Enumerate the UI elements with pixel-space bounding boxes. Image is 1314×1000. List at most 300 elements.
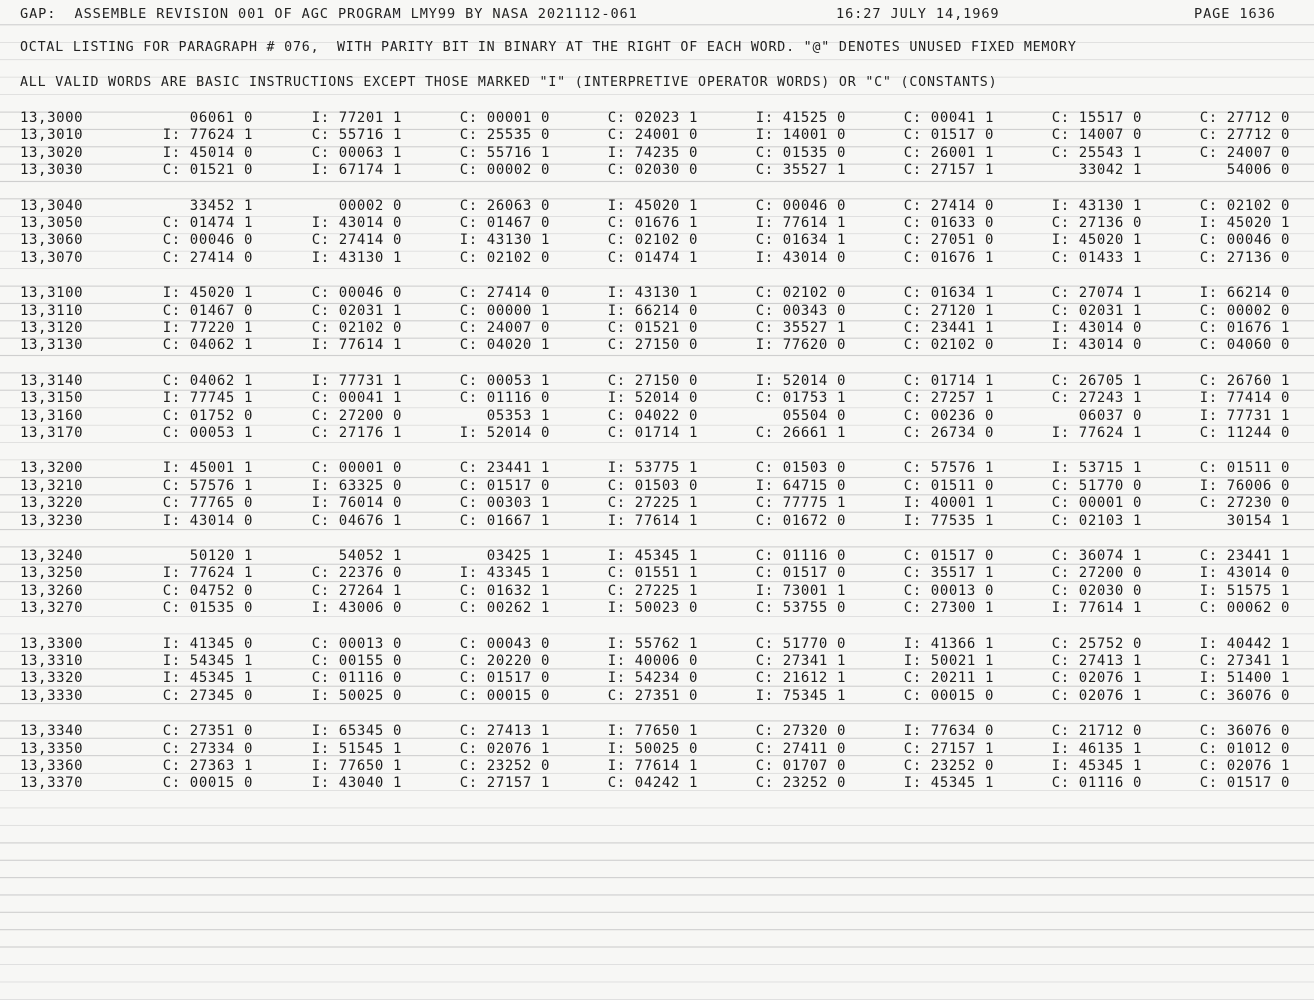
memory-word: C: 11244 0 (1199, 425, 1290, 441)
memory-word: C: 00041 1 (903, 110, 994, 126)
memory-word: C: 04060 0 (1199, 337, 1290, 354)
memory-word: C: 23252 0 (459, 758, 550, 774)
memory-word: C: 01511 0 (1199, 460, 1290, 477)
memory-word: C: 27225 1 (607, 495, 698, 512)
memory-word: C: 01116 0 (1051, 775, 1142, 792)
listing-row (0, 775, 1314, 792)
memory-word: I: 77220 1 (162, 320, 253, 336)
memory-word: I: 77650 1 (311, 758, 402, 774)
memory-word: C: 01535 0 (755, 144, 846, 161)
listing-row (0, 145, 1314, 162)
memory-word: C: 27345 0 (162, 687, 253, 704)
memory-word: C: 00046 0 (311, 285, 402, 302)
listing-row (0, 127, 1314, 144)
row-address: 13,3110 (20, 302, 84, 319)
memory-word: I: 77614 1 (607, 512, 698, 529)
memory-word: I: 77634 0 (903, 723, 994, 740)
header-program-line: GAP: ASSEMBLE REVISION 001 OF AGC PROGRAM LMY99 BY NASA 2021112-061 (20, 6, 638, 22)
memory-word: C: 01012 0 (1199, 740, 1290, 757)
memory-word: C: 01116 0 (755, 548, 846, 564)
listing-row (0, 758, 1314, 775)
memory-word: C: 27264 1 (311, 582, 402, 599)
memory-word: C: 36074 1 (1051, 548, 1142, 564)
memory-word: C: 00015 0 (459, 687, 550, 704)
memory-word: C: 27230 0 (1199, 495, 1290, 512)
memory-word: C: 35517 1 (903, 565, 994, 582)
memory-word: I: 45020 1 (1199, 215, 1290, 231)
memory-word: C: 77765 0 (162, 495, 253, 512)
memory-word: I: 55762 1 (607, 635, 698, 652)
memory-word: I: 77614 1 (311, 337, 402, 354)
memory-word: I: 54345 1 (162, 653, 253, 669)
memory-word: C: 02103 1 (1051, 512, 1142, 529)
memory-word: I: 63325 0 (311, 477, 402, 494)
memory-word: I: 76014 0 (311, 495, 402, 512)
memory-word: I: 43006 0 (311, 600, 402, 617)
listing-row (0, 723, 1314, 740)
memory-word: C: 01517 0 (459, 670, 550, 687)
row-address: 13,3220 (20, 495, 84, 512)
memory-word: I: 40442 1 (1199, 635, 1290, 652)
memory-word: C: 01672 0 (755, 512, 846, 529)
memory-word: C: 00002 0 (459, 162, 550, 179)
listing-row (0, 600, 1314, 617)
memory-word: C: 00262 1 (459, 600, 550, 617)
memory-word: C: 00343 0 (755, 302, 846, 319)
memory-word: I: 51545 1 (311, 740, 402, 757)
header-page-number: PAGE 1636 (1194, 6, 1276, 22)
memory-word: C: 02030 0 (607, 162, 698, 179)
memory-word: C: 01551 1 (607, 565, 698, 582)
memory-word: I: 45014 0 (162, 144, 253, 161)
memory-word: C: 24001 0 (607, 127, 698, 144)
row-address: 13,3120 (20, 320, 84, 336)
memory-word: I: 45001 1 (162, 460, 253, 477)
memory-word: C: 02031 1 (311, 302, 402, 319)
memory-word: C: 02102 0 (1199, 197, 1290, 214)
memory-word: I: 77624 1 (1051, 425, 1142, 441)
memory-word: C: 20220 0 (459, 653, 550, 669)
memory-word: C: 01503 0 (755, 460, 846, 477)
memory-word: I: 54234 0 (607, 670, 698, 687)
memory-word: C: 27200 0 (1051, 565, 1142, 582)
row-address: 13,3210 (20, 477, 84, 494)
listing-row (0, 110, 1314, 127)
row-address: 13,3340 (20, 723, 84, 740)
memory-word: C: 24007 0 (459, 320, 550, 336)
memory-word: C: 26001 1 (903, 144, 994, 161)
listing-row (0, 495, 1314, 512)
memory-word: C: 23252 0 (755, 775, 846, 792)
memory-word: C: 00001 0 (1051, 495, 1142, 512)
memory-word: C: 27300 1 (903, 600, 994, 617)
memory-word: C: 01467 0 (459, 215, 550, 231)
memory-word: C: 01535 0 (162, 600, 253, 617)
memory-word: C: 01517 0 (903, 548, 994, 564)
row-address: 13,3360 (20, 758, 84, 774)
memory-word: C: 27712 0 (1199, 127, 1290, 144)
memory-word: C: 01116 0 (311, 670, 402, 687)
memory-word: C: 00046 0 (1199, 232, 1290, 249)
memory-word: C: 01116 0 (459, 390, 550, 407)
memory-word: C: 00000 1 (459, 302, 550, 319)
memory-word: C: 27341 1 (755, 653, 846, 669)
memory-word: C: 00013 0 (903, 582, 994, 599)
memory-word: C: 02102 0 (459, 249, 550, 266)
memory-word: I: 51575 1 (1199, 582, 1290, 599)
memory-word: I: 43345 1 (459, 565, 550, 582)
memory-word: 03425 1 (486, 548, 550, 564)
memory-word: C: 22376 0 (311, 565, 402, 582)
memory-word: C: 27150 0 (607, 372, 698, 389)
memory-word: C: 01517 0 (755, 565, 846, 582)
memory-word: C: 04242 1 (607, 775, 698, 792)
row-address: 13,3060 (20, 232, 84, 249)
memory-word: C: 04752 0 (162, 582, 253, 599)
memory-word: I: 64715 0 (755, 477, 846, 494)
memory-word: I: 45345 1 (162, 670, 253, 687)
row-address: 13,3300 (20, 635, 84, 652)
memory-word: 54052 1 (338, 548, 402, 564)
row-address: 13,3320 (20, 670, 84, 687)
memory-word: I: 43130 1 (311, 249, 402, 266)
memory-word: C: 04062 1 (162, 337, 253, 354)
memory-word: C: 27414 0 (459, 285, 550, 302)
memory-word: I: 53775 1 (607, 460, 698, 477)
memory-word: C: 00303 1 (459, 495, 550, 512)
listing-row (0, 232, 1314, 249)
memory-word: I: 43040 1 (311, 775, 402, 792)
memory-word: C: 27712 0 (1199, 110, 1290, 126)
memory-word: I: 67174 1 (311, 162, 402, 179)
listing-row (0, 390, 1314, 407)
row-address: 13,3070 (20, 249, 84, 266)
memory-word: I: 41525 0 (755, 110, 846, 126)
memory-word: 00002 0 (338, 197, 402, 214)
memory-word: C: 20211 1 (903, 670, 994, 687)
memory-word: C: 26760 1 (1199, 372, 1290, 389)
row-address: 13,3240 (20, 548, 84, 564)
header-word-legend: ALL VALID WORDS ARE BASIC INSTRUCTIONS EXCEPT THOSE MARKED "I" (INTERPRETIVE OPERATOR WORDS) OR "C" (CONSTANTS) (20, 75, 998, 90)
memory-word: C: 02076 1 (1051, 687, 1142, 704)
memory-word: C: 26705 1 (1051, 372, 1142, 389)
memory-word: C: 02076 1 (1051, 670, 1142, 687)
memory-word: I: 43130 1 (1051, 197, 1142, 214)
listing-row (0, 285, 1314, 302)
row-address: 13,3040 (20, 197, 84, 214)
row-address: 13,3310 (20, 653, 84, 669)
memory-word: I: 43014 0 (162, 512, 253, 529)
memory-word: C: 02102 0 (311, 320, 402, 336)
memory-word: C: 57576 1 (903, 460, 994, 477)
listing-row (0, 215, 1314, 232)
memory-word: I: 43014 0 (1051, 320, 1142, 336)
memory-word: C: 27413 1 (1051, 653, 1142, 669)
memory-word: C: 27363 1 (162, 758, 253, 774)
memory-word: C: 04020 1 (459, 337, 550, 354)
memory-word: C: 24007 0 (1199, 144, 1290, 161)
memory-word: C: 27413 1 (459, 723, 550, 740)
memory-word: C: 01676 1 (903, 249, 994, 266)
memory-word: I: 50025 0 (311, 687, 402, 704)
memory-word: I: 77731 1 (311, 372, 402, 389)
memory-word: C: 27150 0 (607, 337, 698, 354)
memory-word: C: 27411 0 (755, 740, 846, 757)
memory-word: C: 27243 1 (1051, 390, 1142, 407)
memory-word: C: 01634 1 (903, 285, 994, 302)
memory-word: I: 77624 1 (162, 127, 253, 144)
row-address: 13,3030 (20, 162, 84, 179)
memory-word: C: 25535 0 (459, 127, 550, 144)
memory-word: C: 00041 1 (311, 390, 402, 407)
memory-word: 05504 0 (782, 407, 846, 424)
memory-word: I: 77614 1 (1051, 600, 1142, 617)
memory-word: I: 66214 0 (1199, 285, 1290, 302)
memory-word: 54006 0 (1226, 162, 1290, 179)
memory-word: I: 77201 1 (311, 110, 402, 126)
row-address: 13,3020 (20, 144, 84, 161)
memory-word: C: 00001 0 (311, 460, 402, 477)
memory-word: I: 66214 0 (607, 302, 698, 319)
memory-word: I: 50025 0 (607, 740, 698, 757)
memory-word: C: 27225 1 (607, 582, 698, 599)
listing-row (0, 337, 1314, 354)
memory-word: C: 02076 1 (1199, 758, 1290, 774)
listing-row (0, 303, 1314, 320)
memory-word: C: 02030 0 (1051, 582, 1142, 599)
memory-word: C: 04022 0 (607, 407, 698, 424)
row-address: 13,3230 (20, 512, 84, 529)
listing-row (0, 408, 1314, 425)
memory-word: I: 51400 1 (1199, 670, 1290, 687)
memory-word: C: 00013 0 (311, 635, 402, 652)
memory-word: C: 01503 0 (607, 477, 698, 494)
memory-word: C: 55716 1 (459, 144, 550, 161)
memory-word: C: 00236 0 (903, 407, 994, 424)
memory-word: C: 23441 1 (903, 320, 994, 336)
memory-word: C: 02076 1 (459, 740, 550, 757)
memory-word: C: 01474 1 (162, 215, 253, 231)
memory-word: C: 01474 1 (607, 249, 698, 266)
memory-word: C: 51770 0 (755, 635, 846, 652)
memory-word: C: 27351 0 (162, 723, 253, 740)
memory-word: C: 01467 0 (162, 302, 253, 319)
listing-row (0, 162, 1314, 179)
memory-word: C: 01517 0 (459, 477, 550, 494)
memory-word: C: 00063 1 (311, 144, 402, 161)
memory-word: I: 40006 0 (607, 653, 698, 669)
memory-word: C: 35527 1 (755, 162, 846, 179)
memory-word: C: 27136 0 (1199, 249, 1290, 266)
memory-word: I: 52014 0 (607, 390, 698, 407)
listing-row (0, 198, 1314, 215)
row-address: 13,3150 (20, 390, 84, 407)
memory-word: C: 01714 1 (903, 372, 994, 389)
memory-word: I: 65345 0 (311, 723, 402, 740)
header-listing-description: OCTAL LISTING FOR PARAGRAPH # 076, WITH PARITY BIT IN BINARY AT THE RIGHT OF EACH WORD. "@" DENOTES UNUSED FIXED MEMORY (20, 40, 1077, 55)
memory-word: C: 53755 0 (755, 600, 846, 617)
memory-word: I: 45020 1 (1051, 232, 1142, 249)
listing-row (0, 636, 1314, 653)
memory-word: I: 52014 0 (755, 372, 846, 389)
memory-word: 06061 0 (189, 110, 253, 126)
memory-word: C: 01634 1 (755, 232, 846, 249)
memory-word: C: 26734 0 (903, 425, 994, 441)
memory-word: I: 76006 0 (1199, 477, 1290, 494)
memory-word: C: 00046 0 (755, 197, 846, 214)
memory-word: C: 01707 0 (755, 758, 846, 774)
memory-word: I: 46135 1 (1051, 740, 1142, 757)
memory-word: I: 77650 1 (607, 723, 698, 740)
memory-word: C: 27200 0 (311, 407, 402, 424)
memory-word: C: 26063 0 (459, 197, 550, 214)
memory-word: 06037 0 (1078, 407, 1142, 424)
memory-word: I: 77414 0 (1199, 390, 1290, 407)
row-address: 13,3140 (20, 372, 84, 389)
listing-row (0, 373, 1314, 390)
memory-word: C: 01521 0 (607, 320, 698, 336)
memory-word: I: 45345 1 (607, 548, 698, 564)
memory-word: C: 00046 0 (162, 232, 253, 249)
memory-word: C: 01517 0 (1199, 775, 1290, 792)
memory-word: C: 00062 0 (1199, 600, 1290, 617)
memory-word: I: 73001 1 (755, 582, 846, 599)
memory-word: I: 45020 1 (162, 285, 253, 302)
memory-word: I: 77535 1 (903, 512, 994, 529)
memory-word: 30154 1 (1226, 512, 1290, 529)
listing-row (0, 670, 1314, 687)
row-address: 13,3050 (20, 215, 84, 231)
row-address: 13,3130 (20, 337, 84, 354)
memory-word: C: 01517 0 (903, 127, 994, 144)
memory-word: C: 27334 0 (162, 740, 253, 757)
memory-word: C: 77775 1 (755, 495, 846, 512)
memory-word: I: 43014 0 (311, 215, 402, 231)
memory-word: C: 00002 0 (1199, 302, 1290, 319)
memory-word: C: 04062 1 (162, 372, 253, 389)
listing-row (0, 688, 1314, 705)
listing-row (0, 583, 1314, 600)
memory-word: I: 41366 1 (903, 635, 994, 652)
memory-word: C: 01676 1 (607, 215, 698, 231)
row-address: 13,3350 (20, 740, 84, 757)
memory-word: C: 01632 1 (459, 582, 550, 599)
memory-word: I: 43130 1 (607, 285, 698, 302)
memory-word: C: 27257 1 (903, 390, 994, 407)
memory-word: C: 02023 1 (607, 110, 698, 126)
header-timestamp: 16:27 JULY 14,1969 (836, 6, 1000, 22)
memory-word: I: 50021 1 (903, 653, 994, 669)
memory-word: I: 45345 1 (903, 775, 994, 792)
memory-word: I: 43014 0 (1199, 565, 1290, 582)
row-address: 13,3260 (20, 582, 84, 599)
memory-word: C: 27320 0 (755, 723, 846, 740)
memory-word: I: 77614 1 (755, 215, 846, 231)
memory-word: C: 00053 1 (459, 372, 550, 389)
listing-row (0, 425, 1314, 442)
memory-word: I: 43014 0 (755, 249, 846, 266)
memory-word: C: 01676 1 (1199, 320, 1290, 336)
row-address: 13,3330 (20, 687, 84, 704)
memory-word: C: 14007 0 (1051, 127, 1142, 144)
memory-word: C: 25752 0 (1051, 635, 1142, 652)
memory-word: C: 36076 0 (1199, 723, 1290, 740)
memory-word: C: 27120 1 (903, 302, 994, 319)
memory-word: I: 41345 0 (162, 635, 253, 652)
memory-word: I: 45345 1 (1051, 758, 1142, 774)
listing-row (0, 513, 1314, 530)
memory-word: C: 25543 1 (1051, 144, 1142, 161)
memory-word: C: 01433 1 (1051, 249, 1142, 266)
memory-word: I: 40001 1 (903, 495, 994, 512)
memory-word: 05353 1 (486, 407, 550, 424)
memory-word: C: 21712 0 (1051, 723, 1142, 740)
memory-word: 33452 1 (189, 197, 253, 214)
memory-word: C: 57576 1 (162, 477, 253, 494)
memory-word: C: 21612 1 (755, 670, 846, 687)
memory-word: I: 77745 1 (162, 390, 253, 407)
memory-word: C: 27157 1 (903, 162, 994, 179)
memory-word: I: 77614 1 (607, 758, 698, 774)
memory-word: C: 00043 0 (459, 635, 550, 652)
memory-word: C: 27157 1 (459, 775, 550, 792)
row-address: 13,3170 (20, 425, 84, 441)
memory-word: C: 23441 1 (1199, 548, 1290, 564)
memory-word: C: 00015 0 (162, 775, 253, 792)
memory-word: C: 00155 0 (311, 653, 402, 669)
memory-word: C: 02102 0 (903, 337, 994, 354)
row-address: 13,3000 (20, 110, 84, 126)
memory-word: I: 43014 0 (1051, 337, 1142, 354)
listing-row (0, 250, 1314, 267)
memory-word: C: 27351 0 (607, 687, 698, 704)
memory-word: C: 01633 0 (903, 215, 994, 231)
memory-word: C: 26661 1 (755, 425, 846, 441)
memory-word: C: 55716 1 (311, 127, 402, 144)
memory-word: C: 27157 1 (903, 740, 994, 757)
memory-word: I: 75345 1 (755, 687, 846, 704)
memory-word: I: 50023 0 (607, 600, 698, 617)
memory-word: C: 27341 1 (1199, 653, 1290, 669)
memory-word: C: 27136 0 (1051, 215, 1142, 231)
memory-word: C: 01511 0 (903, 477, 994, 494)
memory-word: I: 77731 1 (1199, 407, 1290, 424)
row-address: 13,3270 (20, 600, 84, 617)
memory-word: C: 27074 1 (1051, 285, 1142, 302)
memory-word: C: 02102 0 (755, 285, 846, 302)
listing-row (0, 460, 1314, 477)
memory-word: C: 00053 1 (162, 425, 253, 441)
memory-word: C: 02102 0 (607, 232, 698, 249)
memory-word: I: 77624 1 (162, 565, 253, 582)
listing-row (0, 741, 1314, 758)
listing-row (0, 478, 1314, 495)
row-address: 13,3160 (20, 407, 84, 424)
memory-word: C: 27176 1 (311, 425, 402, 441)
memory-word: C: 01714 1 (607, 425, 698, 441)
memory-word: I: 45020 1 (607, 197, 698, 214)
row-address: 13,3010 (20, 127, 84, 144)
row-address: 13,3200 (20, 460, 84, 477)
memory-word: C: 00015 0 (903, 687, 994, 704)
memory-word: I: 52014 0 (459, 425, 550, 441)
memory-word: C: 01752 0 (162, 407, 253, 424)
memory-word: I: 74235 0 (607, 144, 698, 161)
row-address: 13,3370 (20, 775, 84, 792)
listing-row (0, 653, 1314, 670)
memory-word: C: 27414 0 (903, 197, 994, 214)
memory-word: I: 77620 0 (755, 337, 846, 354)
